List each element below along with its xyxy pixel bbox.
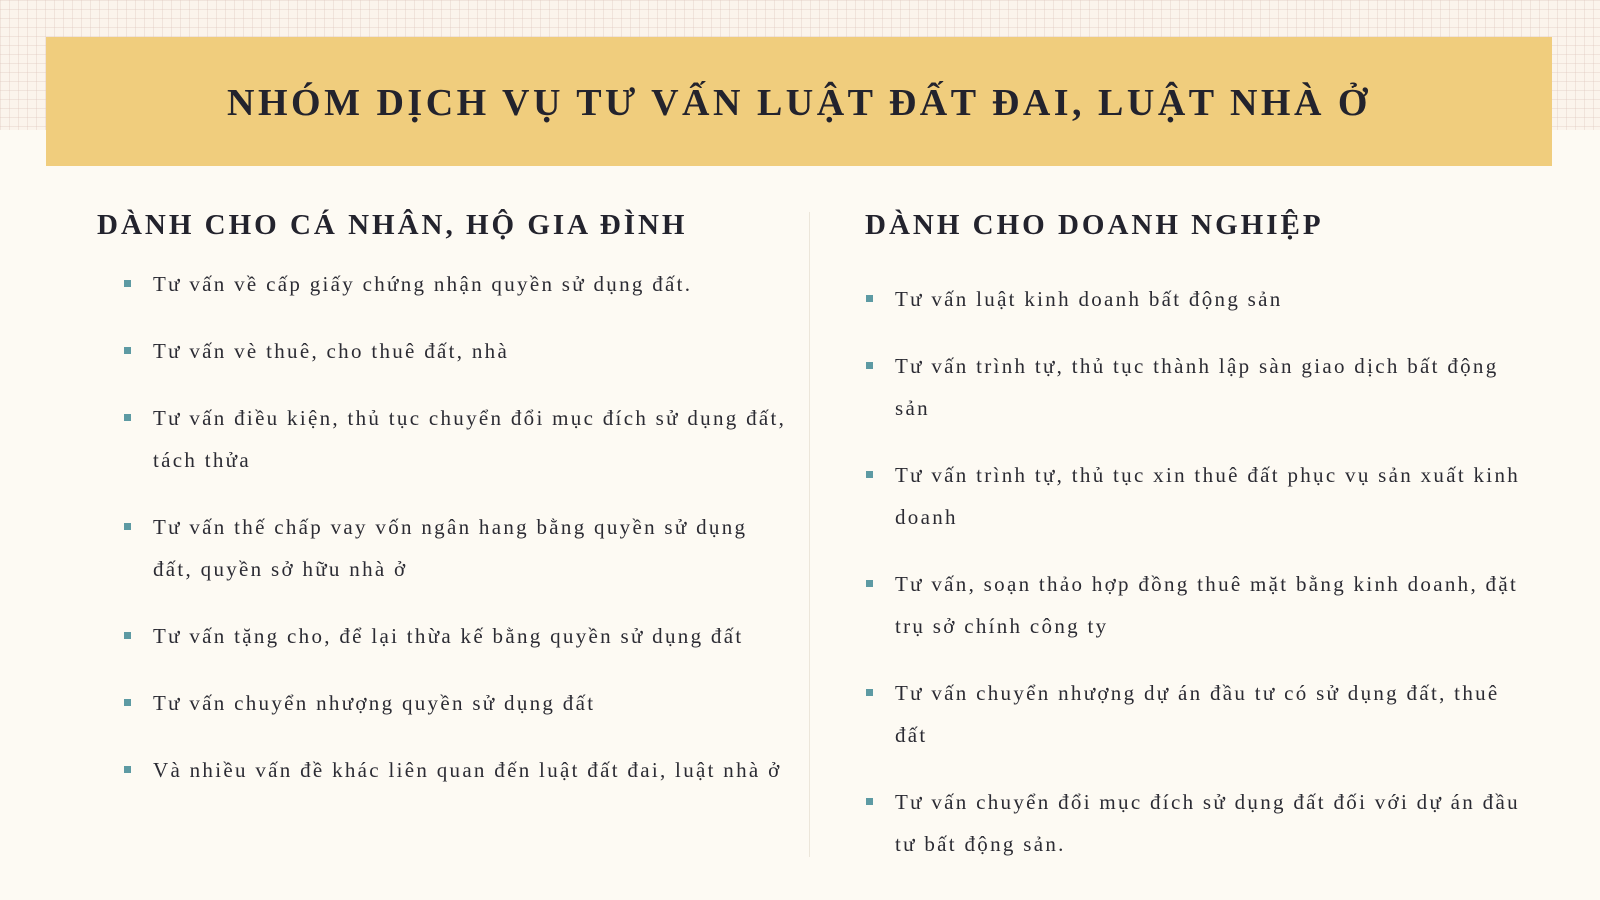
business-services-column — [865, 205, 1525, 890]
list-item — [865, 672, 1525, 756]
list-item — [97, 682, 787, 724]
list-item — [865, 454, 1525, 538]
square-bullet-icon — [124, 632, 131, 639]
title-banner — [46, 37, 1552, 166]
square-bullet-icon — [866, 689, 873, 696]
square-bullet-icon — [866, 471, 873, 478]
list-item-text: Tư vấn chuyển nhượng dự án đầu tư có sử dụng đất, thuê đất — [895, 681, 1500, 747]
square-bullet-icon — [124, 414, 131, 421]
square-bullet-icon — [866, 362, 873, 369]
business-services-heading: DÀNH CHO DOANH NGHIỆP — [865, 209, 1324, 241]
square-bullet-icon — [124, 699, 131, 706]
square-bullet-icon — [124, 523, 131, 530]
list-item-text: Tư vấn luật kinh doanh bất động sản — [895, 287, 1283, 311]
square-bullet-icon — [866, 580, 873, 587]
business-services-list — [865, 278, 1525, 865]
list-item-text: Tư vấn trình tự, thủ tục thành lập sàn giao dịch bất động sản — [895, 354, 1499, 420]
list-item-text: Tư vấn chuyển nhượng quyền sử dụng đất — [153, 691, 596, 715]
list-item — [97, 397, 787, 481]
list-item — [865, 345, 1525, 429]
list-item — [865, 563, 1525, 647]
list-item-text: Và nhiều vấn đề khác liên quan đến luật đất đai, luật nhà ở — [153, 758, 782, 782]
list-item — [97, 615, 787, 657]
list-item-text: Tư vấn thế chấp vay vốn ngân hang bằng quyền sử dụng đất, quyền sở hữu nhà ở — [153, 515, 748, 581]
list-item-text: Tư vấn điều kiện, thủ tục chuyển đổi mục đích sử dụng đất, tách thửa — [153, 406, 787, 472]
square-bullet-icon — [124, 280, 131, 287]
list-item-text: Tư vấn tặng cho, để lại thừa kế bằng quyền sử dụng đất — [153, 624, 744, 648]
list-item — [97, 330, 787, 372]
list-item — [97, 263, 787, 305]
square-bullet-icon — [124, 766, 131, 773]
square-bullet-icon — [866, 798, 873, 805]
list-item — [97, 749, 787, 791]
individual-services-heading: DÀNH CHO CÁ NHÂN, HỘ GIA ĐÌNH — [97, 209, 688, 241]
list-item — [97, 506, 787, 590]
list-item-text: Tư vấn, soạn thảo hợp đồng thuê mặt bằng kinh doanh, đặt trụ sở chính công ty — [895, 572, 1519, 638]
list-item-text: Tư vấn trình tự, thủ tục xin thuê đất phục vụ sản xuất kinh doanh — [895, 463, 1521, 529]
column-divider — [809, 212, 810, 857]
square-bullet-icon — [866, 295, 873, 302]
list-item-text: Tư vấn về cấp giấy chứng nhận quyền sử dụng đất. — [153, 272, 693, 296]
list-item-text: Tư vấn vè thuê, cho thuê đất, nhà — [153, 339, 510, 363]
list-item — [865, 781, 1525, 865]
page-title: NHÓM DỊCH VỤ TƯ VẤN LUẬT ĐẤT ĐAI, LUẬT NHÀ Ở — [227, 81, 1371, 124]
square-bullet-icon — [124, 347, 131, 354]
individual-services-column — [97, 205, 787, 816]
individual-services-list — [97, 263, 787, 791]
list-item — [865, 278, 1525, 320]
list-item-text: Tư vấn chuyển đổi mục đích sử dụng đất đối với dự án đầu tư bất động sản. — [895, 790, 1520, 856]
